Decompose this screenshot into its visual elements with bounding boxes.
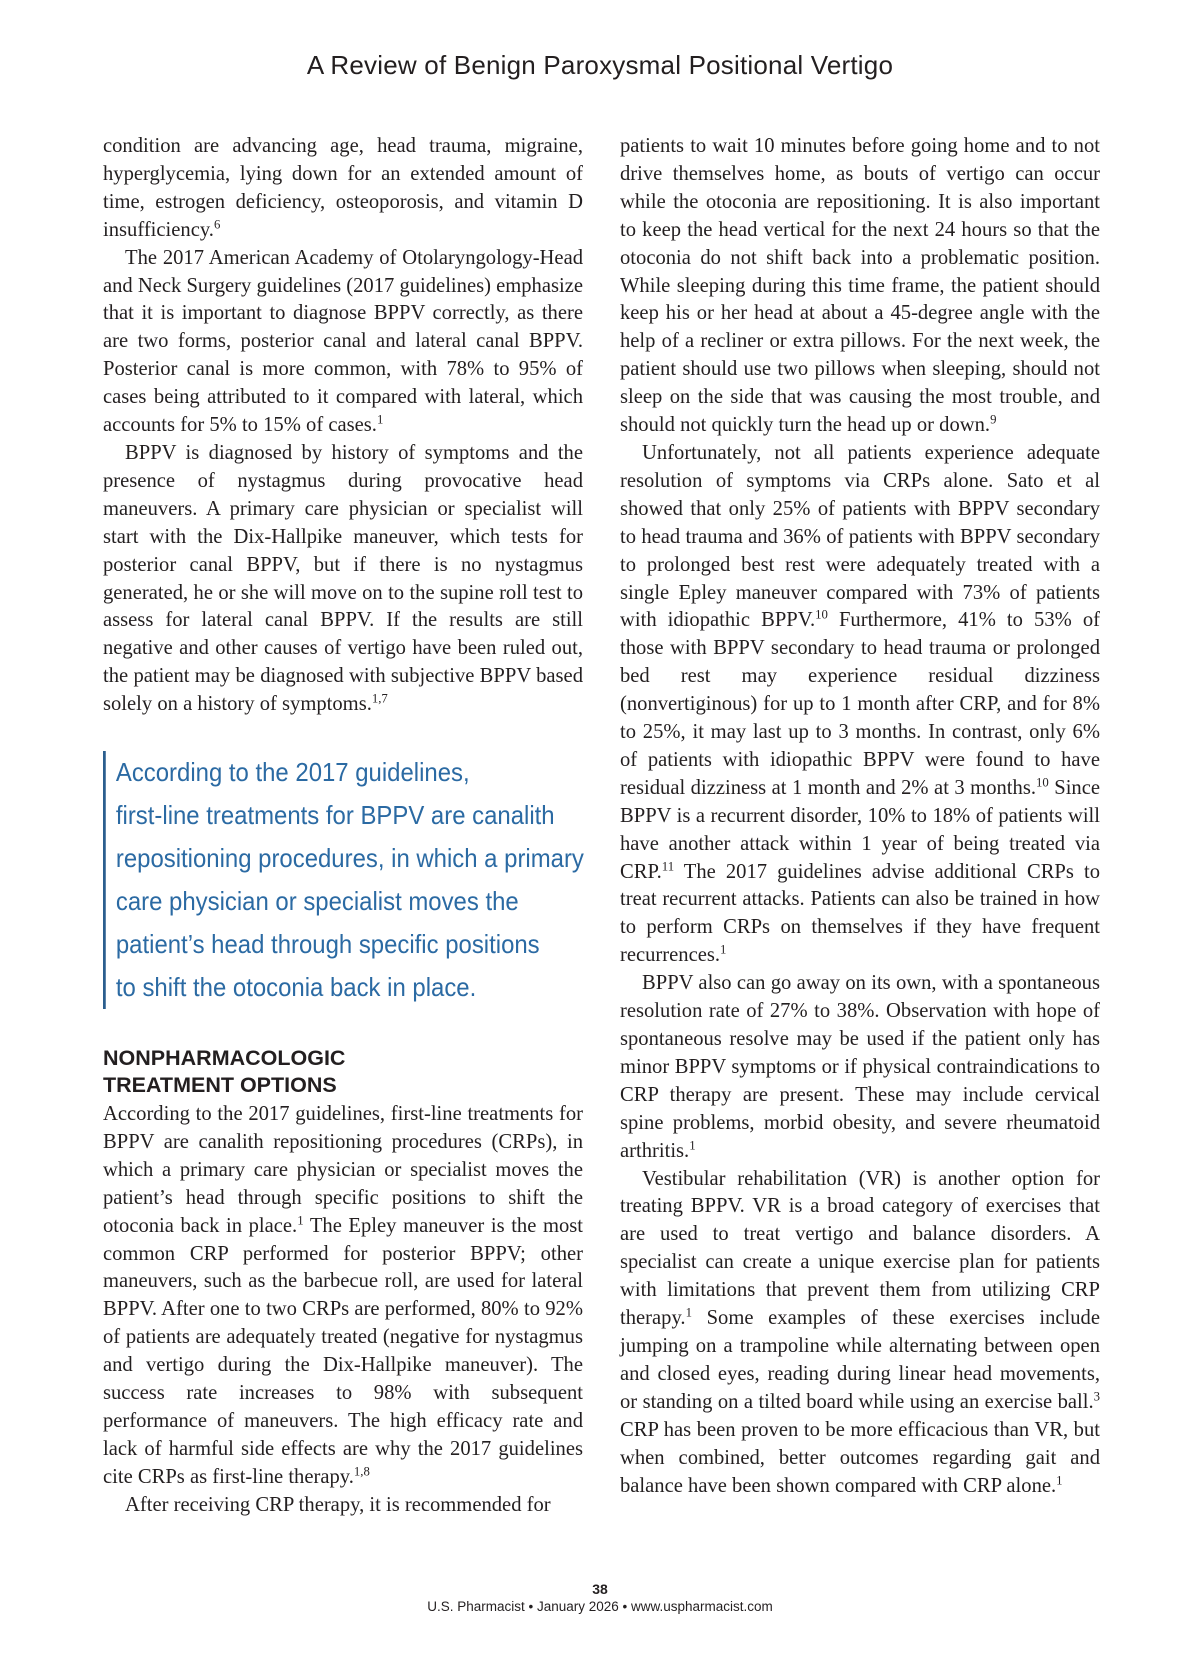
right-column [620,133,1100,1500]
paragraph-text: According to the 2017 guidelines, first-line treatments for BPPV are canalith repositioning procedures (CRPs), in which a primary care physician or specialist moves the patient’s head through specific positions to shift the otoconia back in place. [103,1103,583,1237]
pull-quote-line: repositioning procedures, in which a primary [115,843,584,874]
page-number: 38 [592,1581,608,1597]
reference-superscript: 1,8 [353,1464,370,1479]
reference-superscript: 1 [376,412,384,427]
body-paragraph [103,245,583,440]
paragraph-text: condition are advancing age, head trauma, migraine, hyperglycemia, lying down for an extended amount of time, estrogen deficiency, osteoporosis, and vitamin D insufficiency. [103,135,583,241]
reference-superscript: 1,7 [371,691,388,706]
body-paragraph [103,440,583,719]
page-footer [0,1580,1200,1616]
body-paragraph [620,970,1100,1165]
body-paragraph [103,133,583,245]
left-column [103,133,583,1520]
paragraph-text: CRP has been proven to be more efficacious than VR, but when combined, better outcomes regarding gait and balance have been shown compared with CRP alone. [620,1418,1100,1497]
paragraph-text: Unfortunately, not all patients experience adequate resolution of symptoms via CRPs alone. Sato et al showed that only 25% of patients with BPPV secondary to head trauma and 36% of patients with BPPV secondary to prolonged best rest were adequately treated with a single Epley maneuver compared with 73% of patients with idiopathic BPPV. [620,441,1100,632]
paragraph-text: The Epley maneuver is the most common CRP performed for posterior BPPV; other maneuvers, such as the barbecue roll, are used for lateral BPPV. After one to two CRPs are performed, 80% to 92% of patients are adequately treated (negative for nystagmus and vertigo during the Dix-Hallpike maneuver). The success rate increases to 98% with subsequent performance of maneuvers. The high efficacy rate and lack of harmful side effects are why the 2017 guidelines cite CRPs as first-line therapy. [103,1214,583,1488]
reference-superscript: 3 [1093,1389,1100,1404]
paragraph-text: BPPV is diagnosed by history of symptoms and the presence of nystagmus during provocative head maneuvers. A primary care physician or specialist will start with the Dix-Hallpike maneuver, which tests for posterior canal BPPV, but if there is no nystagmus generated, he or she will move on to the supine roll test to assess for lateral canal BPPV. If the results are still negative and other causes of vertigo have been ruled out, the patient may be diagnosed with subjective BPPV based solely on a history of symptoms. [103,441,583,716]
reference-superscript: 1 [720,942,727,957]
reference-superscript: 6 [213,217,221,232]
paragraph-text: The 2017 guidelines advise additional CRPs to treat recurrent attacks. Patients can also be trained in how to perform CRPs on themselves if they have frequent recurrences. [620,860,1100,967]
body-paragraph [620,1166,1100,1501]
paragraph-text: Furthermore, 41% to 53% of those with BPPV secondary to head trauma or prolonged bed rest may experience residual dizziness (nonvertiginous) for up to 1 month after CRP, and for 8% to 25%, it may last up to 3 months. In contrast, only 6% of patients with idiopathic BPPV were found to have residual dizziness at 1 month and 2% at 3 months. [620,609,1100,799]
reference-superscript: 10 [815,607,828,622]
body-paragraph [620,133,1100,440]
pull-quote-line: to shift the otoconia back in place. [115,972,477,1003]
reference-superscript: 1 [685,1305,692,1320]
pull-quote [103,751,594,1009]
body-paragraph [103,1101,583,1492]
section-heading-line: TREATMENT OPTIONS [103,1073,337,1098]
section-heading-line: NONPHARMACOLOGIC [103,1046,346,1071]
body-paragraph [620,440,1100,970]
reference-superscript: 11 [661,858,675,873]
paragraph-text: Some examples of these exercises include jumping on a trampoline while alternating between open and closed eyes, reading during linear head movements, or standing on a tilted board while using an exercise ball. [620,1307,1100,1413]
reference-superscript: 1 [297,1213,304,1227]
section-heading [103,1045,583,1099]
body-paragraph [103,1492,583,1520]
reference-superscript: 1 [689,1137,696,1152]
pull-quote-line: patient’s head through specific positions [115,929,540,960]
publication-line: U.S. Pharmacist • January 2026 • www.uspharmacist.com [427,1599,773,1614]
pull-quote-line: first-line treatments for BPPV are canalith [115,800,555,831]
reference-superscript: 1 [1056,1472,1063,1487]
paragraph-text: BPPV also can go away on its own, with a spontaneous resolution rate of 27% to 38%. Observation with hope of spontaneous resolve may be used if the patient only has minor BPPV symptoms or if physical contraindications to CRP therapy are present. These may include cervical spine problems, morbid obesity, and severe rheumatoid arthritis. [620,972,1100,1162]
pull-quote-line: According to the 2017 guidelines, [115,757,470,788]
paragraph-text: patients to wait 10 minutes before going home and to not drive themselves home, as bouts of vertigo can occur while the otoconia are repositioning. It is also important to keep the head vertical for the next 24 hours so that the otoconia do not shift back into a problematic position. While sleeping during this time frame, the patient should keep his or her head at about a 45-degree angle with the help of a recliner or extra pillows. For the next week, the patient should use two pillows when sleeping, should not sleep on the side that was causing the most trouble, and should not quickly turn the head up or down. [620,135,1100,437]
reference-superscript: 9 [990,412,997,427]
running-head: A Review of Benign Paroxysmal Positional Vertigo [306,50,894,80]
paragraph-text: Since BPPV is a recurrent disorder, 10% to 18% of patients will have another attack within 1 year of being treated via CRP. [620,776,1100,883]
paragraph-text: The 2017 American Academy of Otolaryngology-Head and Neck Surgery guidelines (2017 guidelines) emphasize that it is important to diagnose BPPV correctly, as there are two forms, posterior canal and lateral canal BPPV. Posterior canal is more common, with 78% to 95% of cases being attributed to it compared with lateral, which accounts for 5% to 15% of cases. [103,246,584,437]
reference-superscript: 10 [1035,775,1049,790]
paragraph-text: Vestibular rehabilitation (VR) is another option for treating BPPV. VR is a broad category of exercises that are used to treat vertigo and balance disorders. A specialist can create a unique exercise plan for patients with limitations that prevent them from utilizing CRP therapy. [620,1167,1100,1330]
pull-quote-line: care physician or specialist moves the [115,886,519,917]
paragraph-text: After receiving CRP therapy, it is recommended for [125,1493,551,1516]
